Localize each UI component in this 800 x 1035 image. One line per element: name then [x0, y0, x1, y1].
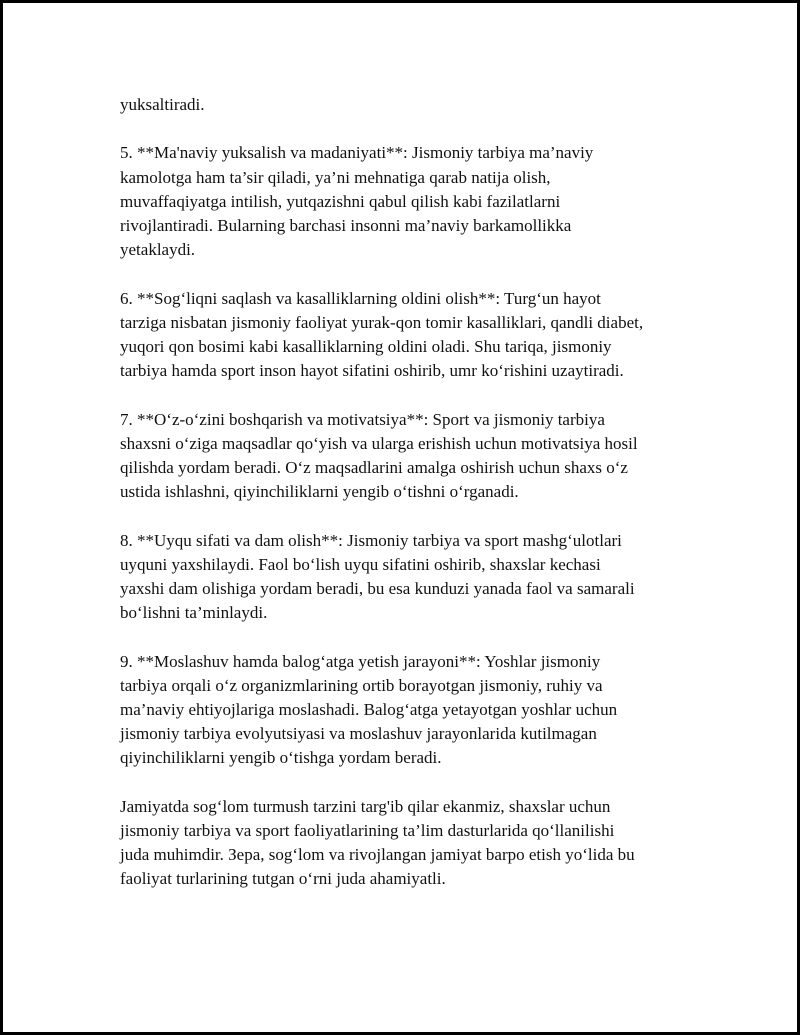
text-line: jismoniy tarbiya evolyutsiyasi va moslashuv jarayonlarida kutilmagan	[120, 724, 597, 744]
text-line: jismoniy tarbiya va sport faoliyatlarining ta’lim dasturlarida qo‘llanilishi	[120, 821, 615, 840]
text-line: faoliyat turlarining tutgan o‘rni juda ahamiyatli.	[120, 869, 446, 889]
text-line: yuqori qon bosimi kabi kasalliklarning oldini oladi. Shu tariqa, jismoniy	[120, 337, 612, 356]
text-line: 9. **Moslashuv hamda balog‘atga yetish jarayoni**: Yoshlar jismoniy	[120, 651, 601, 671]
text-line: juda muhimdir. Зера, sog‘lom va rivojlangan jamiyat barpo etish yo‘lida bu	[120, 845, 635, 865]
text-line: shaxsni o‘ziga maqsadlar qo‘yish va ularga erishish uchun motivatsiya hosil	[120, 433, 638, 453]
paragraph-conclusion	[120, 795, 720, 892]
document-body	[120, 93, 720, 916]
text-line: 6. **Sog‘liqni saqlash va kasalliklarning oldini olish**: Turg‘un hayot	[120, 288, 601, 308]
paragraph-continuation	[120, 93, 720, 117]
paragraph-item-8	[120, 529, 720, 626]
text-line: kamolotga ham ta’sir qiladi, ya’ni mehnatiga qarab natija olish,	[120, 167, 551, 187]
text-line: 7. **O‘z-o‘zini boshqarish va motivatsiya**: Sport va jismoniy tarbiya	[120, 409, 605, 429]
paragraph-item-5	[120, 141, 720, 262]
text-line: ustida ishlashni, qiyinchiliklarni yengib o‘tishni o‘rganadi.	[120, 482, 519, 502]
text-line: qiyinchiliklarni yengib o‘tishga yordam beradi.	[120, 748, 442, 768]
text-line: 8. **Uyqu sifati va dam olish**: Jismoniy tarbiya va sport mashg‘ulotlari	[120, 530, 622, 550]
text-line: tarziga nisbatan jismoniy faoliyat yurak-qon tomir kasalliklari, qandli diabet,	[120, 312, 644, 332]
text-line: muvaffaqiyatga intilish, yutqazishni qabul qilish kabi fazilatlarni	[120, 191, 561, 211]
paragraph-item-6	[120, 287, 720, 384]
text-line: Jamiyatda sog‘lom turmush tarzini targ'ib qilar ekanmiz, shaxslar uchun	[120, 796, 611, 816]
text-line: 5. **Ma'naviy yuksalish va madaniyati**: Jismoniy tarbiya ma’naviy	[120, 143, 594, 163]
paragraph-item-9	[120, 650, 720, 771]
text-line: yaxshi dam olishiga yordam beradi, bu esa kunduzi yanada faol va samarali	[120, 579, 635, 598]
text-line: yetaklaydi.	[120, 240, 196, 260]
text-line: tarbiya hamda sport inson hayot sifatini oshirib, umr ko‘rishini uzaytiradi.	[120, 361, 624, 381]
text-line: tarbiya orqali o‘z organizmlarining ortib borayotgan jismoniy, ruhiy va	[120, 675, 603, 695]
text-line: ma’naviy ehtiyojlariga moslashadi. Balog‘atga yetayotgan yoshlar uchun	[120, 700, 618, 719]
text-line: bo‘lishni ta’minlaydi.	[120, 603, 268, 623]
paragraph-item-7	[120, 408, 720, 505]
text-line: qilishda yordam beradi. O‘z maqsadlarini amalga oshirish uchun shaxs o‘z	[120, 458, 628, 477]
text-line: uyquni yaxshilaydi. Faol bo‘lish uyqu sifatini oshirib, shaxslar kechasi	[120, 554, 601, 574]
text-line: rivojlantiradi. Bularning barchasi insonni ma’naviy barkamollikka	[120, 216, 572, 235]
text-line: yuksaltiradi.	[120, 95, 205, 114]
